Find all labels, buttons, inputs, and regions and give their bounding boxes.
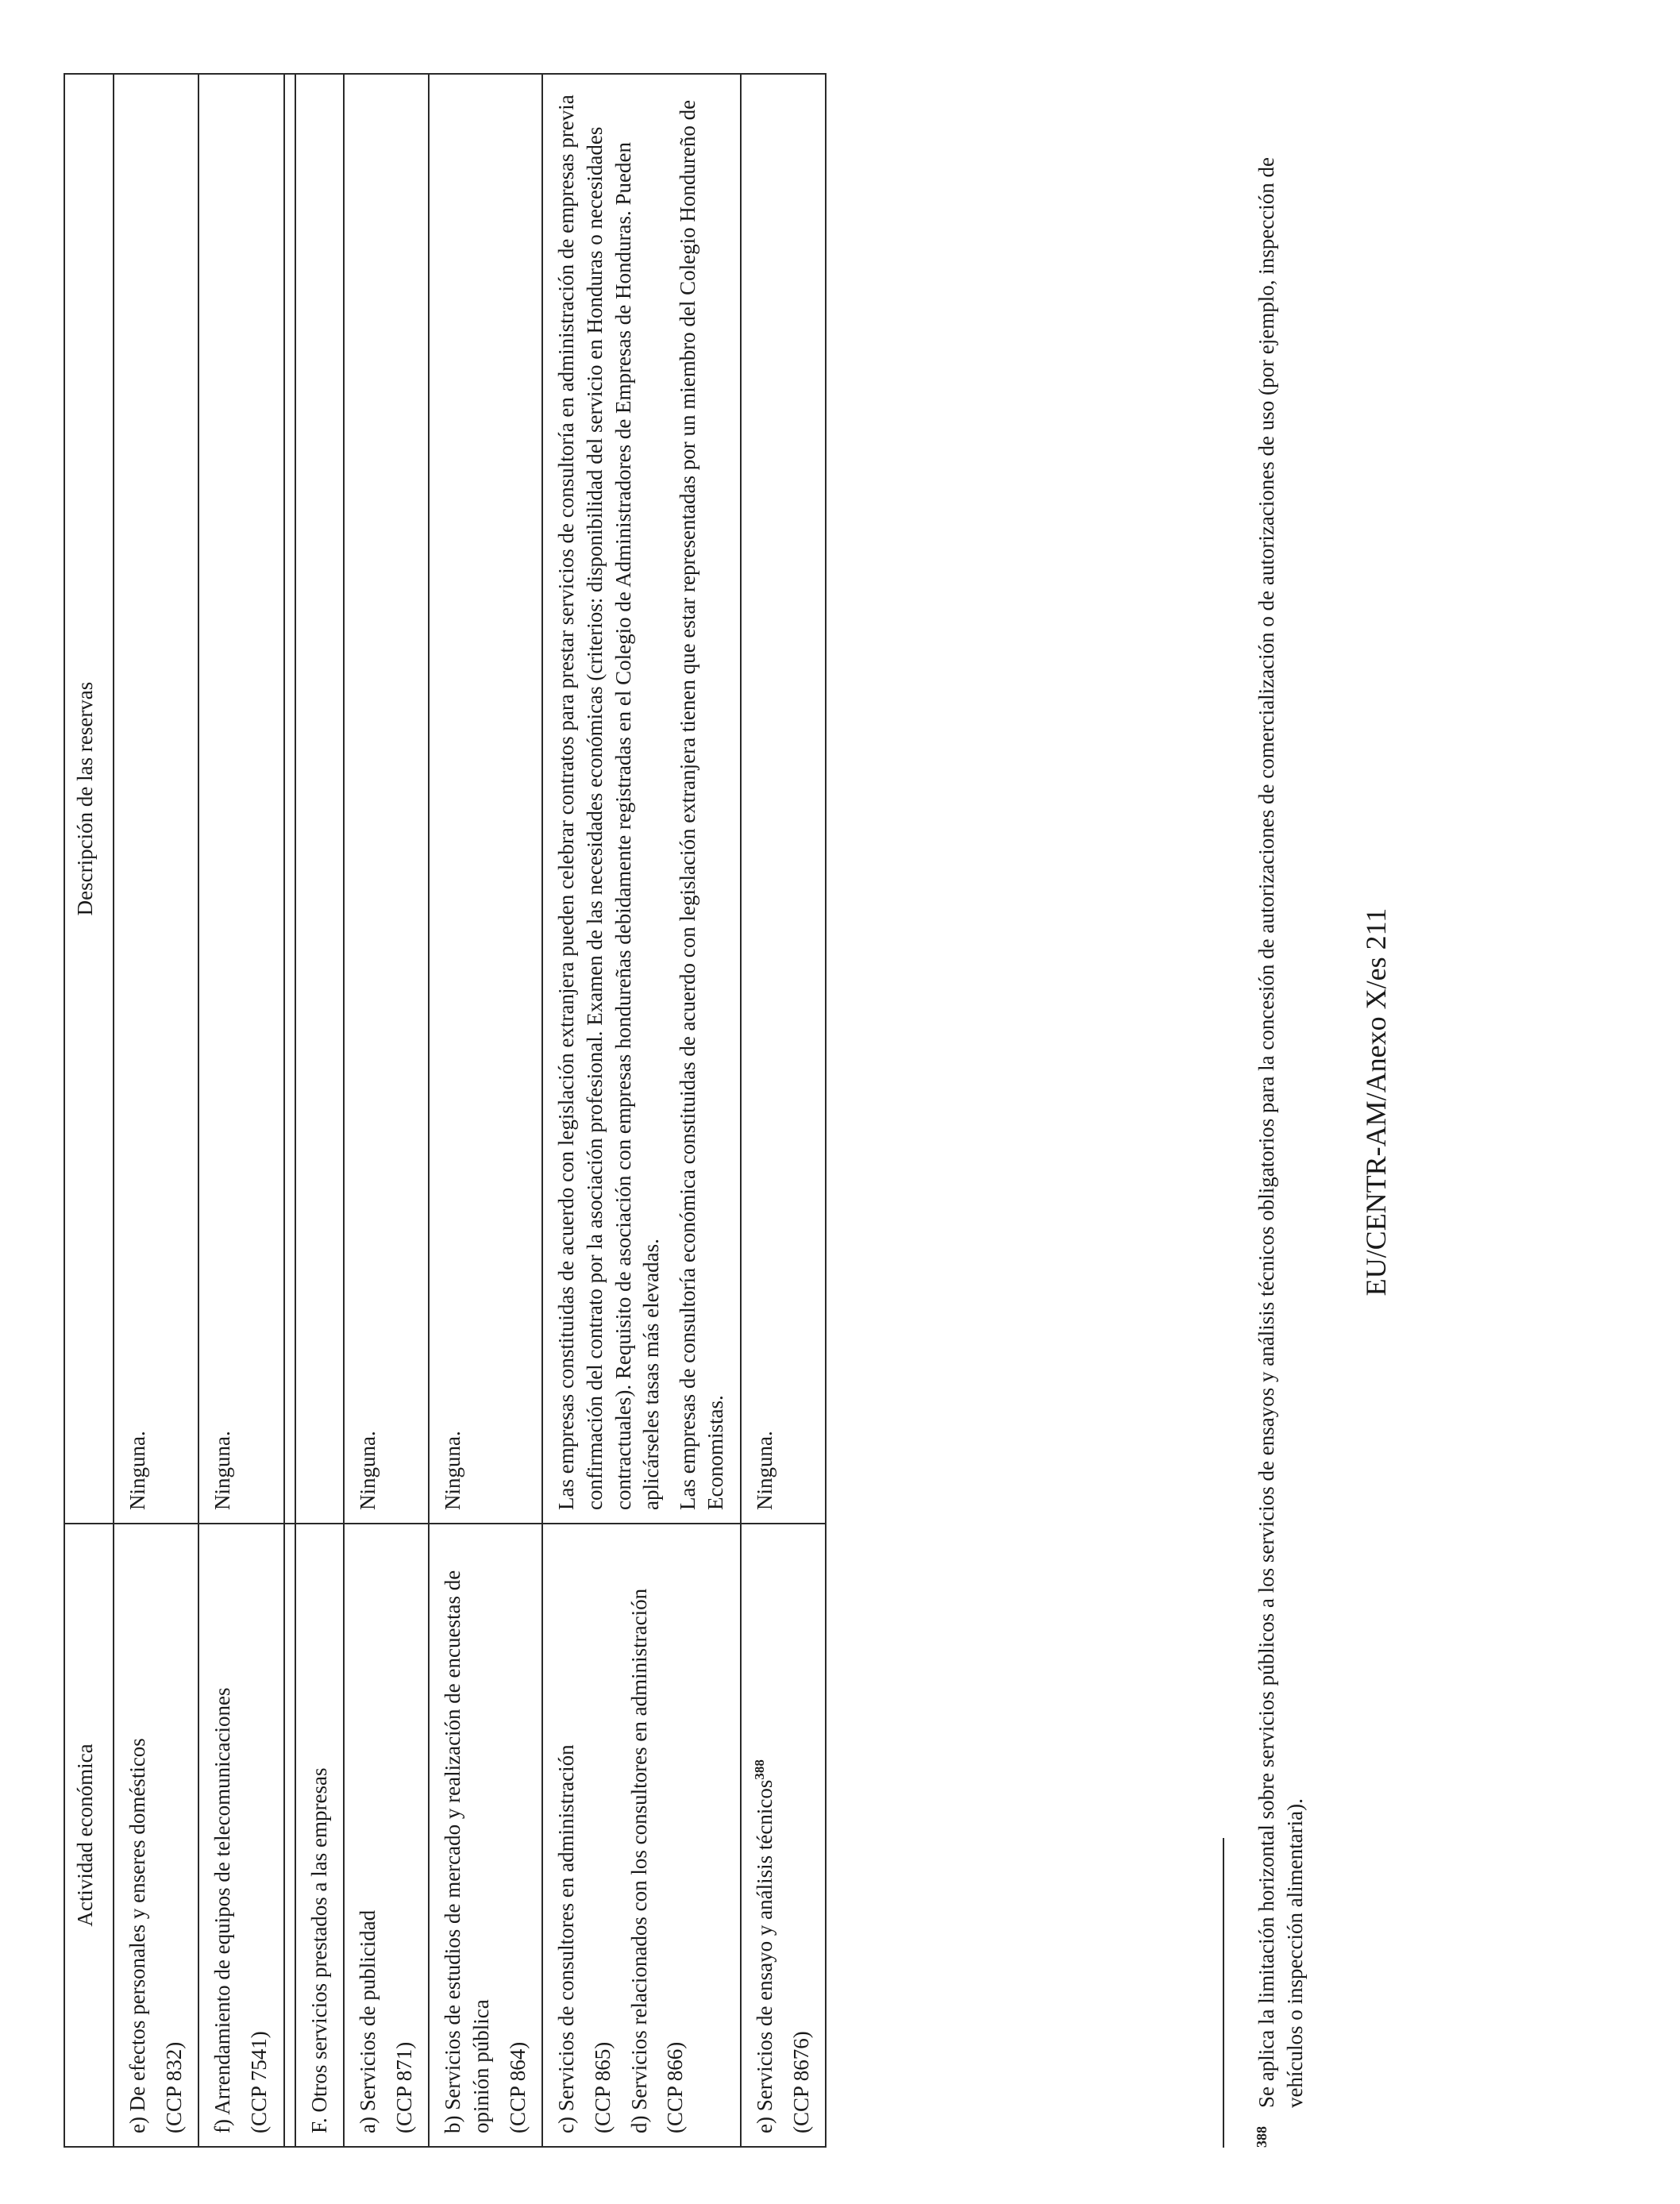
ccp-code: (CCP 7541) (246, 2031, 271, 2133)
table-row (344, 74, 429, 2147)
activity-cell (114, 1524, 198, 2147)
activity-cell (741, 1524, 826, 2147)
footnote (1253, 115, 1309, 2148)
table-row (198, 74, 283, 2147)
description-cell: Ninguna. (429, 74, 542, 1524)
ccp-code: (CCP 865) (590, 2041, 615, 2133)
activity-name: d) Servicios relacionados con los consultores en administración (626, 1588, 651, 2133)
activity-cell (344, 1524, 429, 2147)
footnote-text: Se aplica la limitación horizontal sobre servicios públicos a los servicios de ensayos y análisis técnicos obligatorios para la concesión de autorizaciones de comercialización o de autorizaciones de uso (por ejemplo, inspección de vehículos o inspección alimentaria). (1254, 157, 1307, 2108)
table-row (114, 74, 198, 2147)
section-empty-cell (295, 74, 345, 1524)
activity-name: b) Servicios de estudios de mercado y realización de encuestas de opinión pública (441, 1570, 493, 2133)
header-activity: Actividad económica (64, 1524, 114, 2147)
activity-cell (198, 1524, 283, 2147)
activity-name: a) Servicios de publicidad (356, 1909, 380, 2133)
ccp-code: (CCP 8676) (788, 2031, 813, 2133)
description-cell: Ninguna. (198, 74, 283, 1524)
description-cell: Ninguna. (114, 74, 198, 1524)
activity-cell (542, 1524, 741, 2147)
table-row (429, 74, 542, 2147)
section-row (295, 74, 345, 2147)
table-spacer-row (284, 74, 295, 2147)
activity-text: e) Servicios de ensayo y análisis técnicos (753, 1779, 776, 2133)
activity-name: c) Servicios de consultores en administración (554, 1744, 579, 2133)
header-description: Descripción de las reservas (64, 74, 114, 1524)
reservations-table (64, 73, 827, 2148)
description-paragraph: Las empresas de consultoría económica constituidas de acuerdo con legislación extranjera tienen que estar representadas por un miembro del Colegio Hondureño de Economistas. (675, 99, 728, 1510)
description-paragraph: Las empresas constituidas de acuerdo con legislación extranjera pueden celebrar contratos para prestar servicios de consultoría en administración de empresas previa confirmación del contrato por la asociación profesional. Examen de las necesidades económicas (criterios: disponibilidad del servicio en Honduras o necesidades contractuales). Requisito de asociación con empresas hondureñas debidamente registradas en el Colegio de Administradores de Empresas de Honduras. Pueden aplicárseles tasas más elevadas. (554, 94, 664, 1510)
footnote-divider (1223, 1838, 1224, 2148)
table-header-row (64, 74, 114, 2147)
description-cell: Ninguna. (741, 74, 826, 1524)
section-heading: F. Otros servicios prestados a las empresas (295, 1524, 345, 2147)
ccp-code: (CCP 871) (391, 2041, 416, 2133)
activity-name: e) De efectos personales y enseres domésticos (125, 1738, 149, 2133)
ccp-code: (CCP 866) (663, 2041, 688, 2133)
table-row (542, 74, 741, 2147)
footnote-number: 388 (1254, 2126, 1270, 2148)
activity-name (751, 1537, 780, 2133)
page-reference: EU/CENTR-AM/Anexo X/es 211 (1360, 907, 1392, 1297)
description-cell (542, 74, 741, 1524)
footnote-ref[interactable]: 388 (752, 1759, 767, 1780)
description-cell: Ninguna. (344, 74, 429, 1524)
activity-name: f) Arrendamiento de equipos de telecomunicaciones (210, 1687, 235, 2133)
ccp-code: (CCP 864) (505, 2041, 530, 2133)
table-row (741, 74, 826, 2147)
ccp-code: (CCP 832) (161, 2041, 186, 2133)
activity-cell (429, 1524, 542, 2147)
